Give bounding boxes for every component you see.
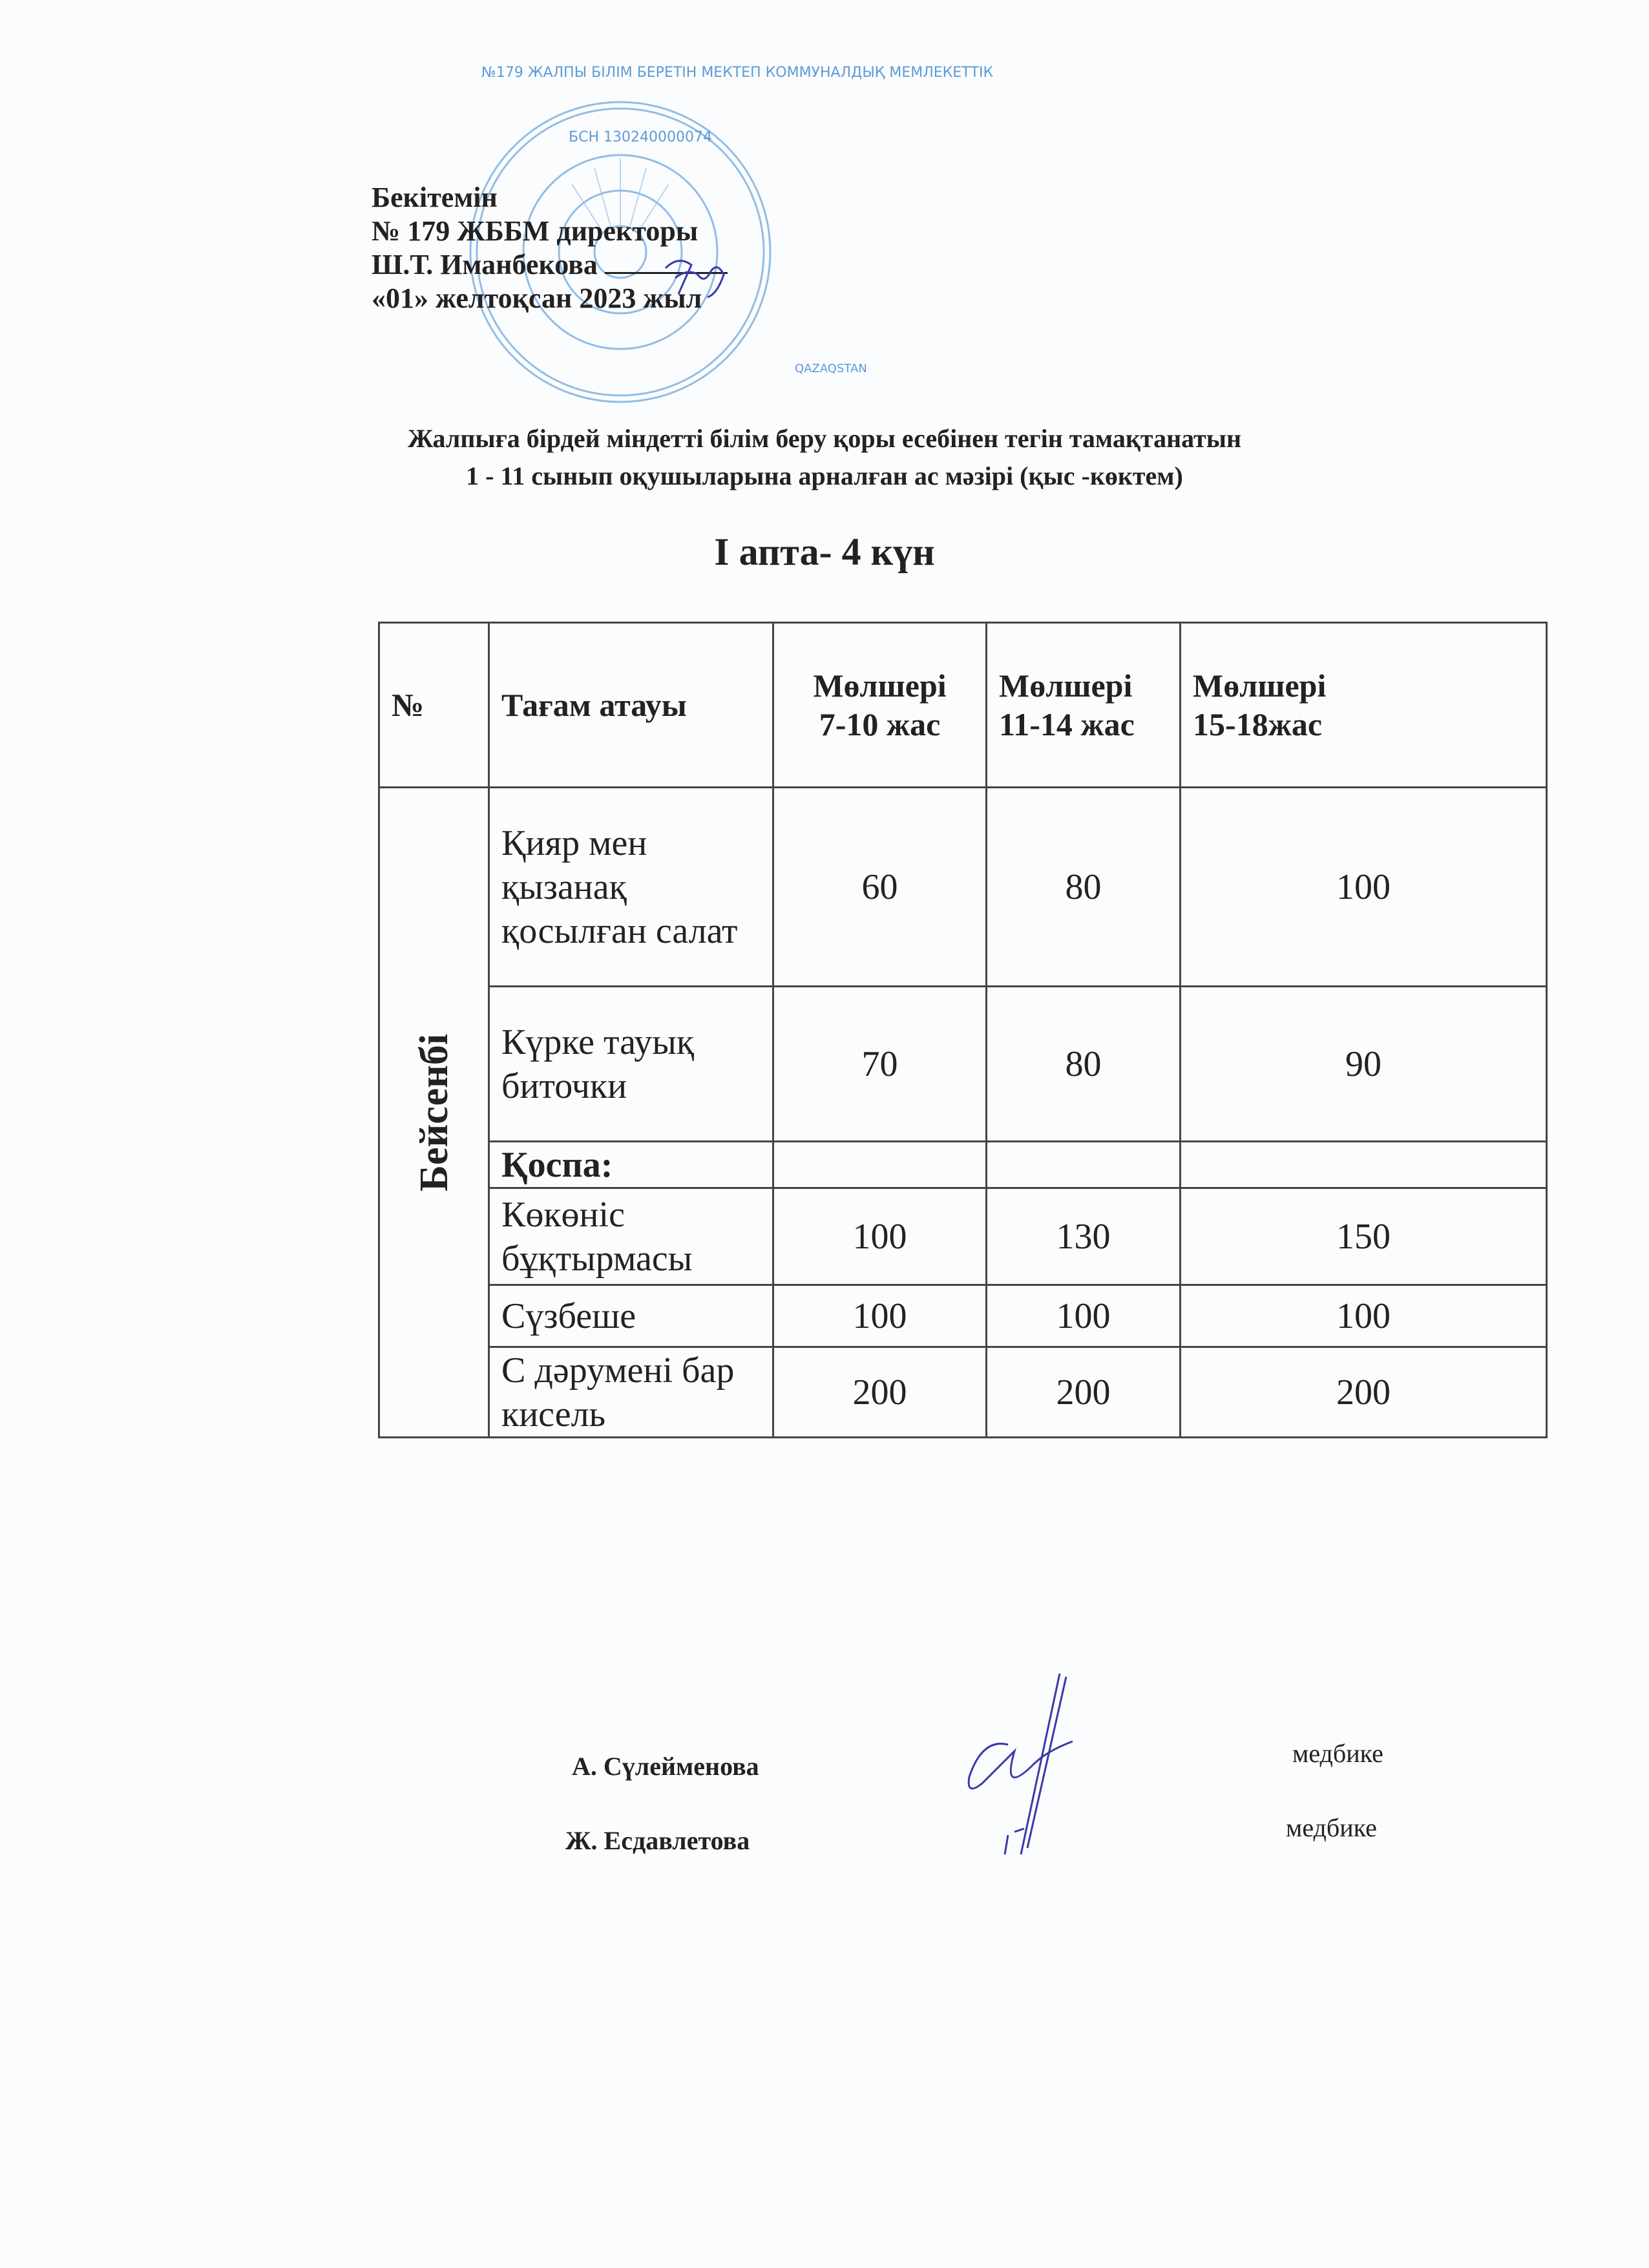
stamp-bin: БСН 130240000074 <box>569 129 712 145</box>
header-portion-15-18-age: 15-18жас <box>1193 706 1323 742</box>
day-label: Бейсенбі <box>412 1033 456 1192</box>
dish-name: Сүзбеше <box>489 1285 773 1347</box>
signatory-2-role: медбике <box>1286 1813 1377 1842</box>
title-line-1: Жалпыға бірдей міндетті білім беру қоры есебінен тегін тамақтанатын <box>408 424 1241 453</box>
portion-15-18: 100 <box>1181 1285 1547 1347</box>
header-dish-name: Тағам атауы <box>489 623 773 788</box>
approval-name: Ш.Т. Иманбекова <box>372 248 728 282</box>
approval-title: Бекітемін <box>372 182 498 213</box>
portion-11-14: 200 <box>987 1347 1181 1438</box>
portion-7-10: 200 <box>773 1347 987 1438</box>
approval-date: «01» желтоқсан 2023 жыл <box>372 282 702 314</box>
table-row <box>379 987 1547 1142</box>
stamp-text: №179 ЖАЛПЫ БІЛІМ БЕРЕТІН МЕКТЕП КОММУНАЛДЫҚ МЕМЛЕКЕТТІК <box>481 65 994 81</box>
portion-7-10: 100 <box>773 1285 987 1347</box>
stamp-country: QAZAQSTAN <box>795 362 867 375</box>
nurse-signature <box>943 1667 1086 1861</box>
header-portion-7-10 <box>773 623 987 788</box>
portion-15-18: 100 <box>1181 788 1547 987</box>
approval-director: № 179 ЖББМ директоры <box>372 215 698 247</box>
dish-name: Қоспа: <box>489 1142 773 1188</box>
table-row <box>379 1285 1547 1347</box>
menu-table <box>378 622 1548 1438</box>
portion-7-10 <box>773 1142 987 1188</box>
table-row <box>379 1188 1547 1285</box>
portion-11-14: 80 <box>987 987 1181 1142</box>
dish-name: Қияр мен қызанақ қосылған салат <box>489 788 773 987</box>
portion-11-14: 130 <box>987 1188 1181 1285</box>
signatory-1-name: А. Сүлейменова <box>572 1752 759 1781</box>
portion-7-10: 60 <box>773 788 987 987</box>
portion-7-10: 70 <box>773 987 987 1142</box>
portion-11-14 <box>987 1142 1181 1188</box>
portion-15-18: 200 <box>1181 1347 1547 1438</box>
menu-title <box>0 420 1649 495</box>
dish-name: Күрке тауық биточки <box>489 987 773 1142</box>
portion-15-18: 90 <box>1181 987 1547 1142</box>
header-portion-11-14-age: 11-14 жас <box>999 706 1135 742</box>
portion-11-14: 80 <box>987 788 1181 987</box>
header-portion-7-10-age: 7-10 жас <box>819 706 941 742</box>
portion-15-18 <box>1181 1142 1547 1188</box>
table-header-row <box>379 623 1547 788</box>
week-day-heading: І апта- 4 күн <box>714 530 935 573</box>
portion-15-18: 150 <box>1181 1188 1547 1285</box>
dish-name: Көкөніс бұқтырмасы <box>489 1188 773 1285</box>
table-row <box>379 1347 1547 1438</box>
header-portion-15-18 <box>1181 623 1547 788</box>
signatory-1-role: медбике <box>1292 1739 1383 1768</box>
header-portion-11-14 <box>987 623 1181 788</box>
title-line-2: 1 - 11 сынып оқушыларына арналған ас мәзірі (қыс -көктем) <box>466 461 1183 490</box>
table-row <box>379 1142 1547 1188</box>
portion-11-14: 100 <box>987 1285 1181 1347</box>
header-number: № <box>379 623 489 788</box>
header-portion-15-18-label: Мөлшері <box>1193 667 1327 704</box>
table-row <box>379 788 1547 987</box>
signatory-2-name: Ж. Есдавлетова <box>565 1826 750 1855</box>
header-portion-11-14-label: Мөлшері <box>999 667 1133 704</box>
portion-7-10: 100 <box>773 1188 987 1285</box>
dish-name: С дәрумені бар кисель <box>489 1347 773 1438</box>
header-portion-7-10-label: Мөлшері <box>813 667 947 704</box>
director-signature <box>653 249 743 300</box>
day-label-cell <box>379 788 489 1438</box>
